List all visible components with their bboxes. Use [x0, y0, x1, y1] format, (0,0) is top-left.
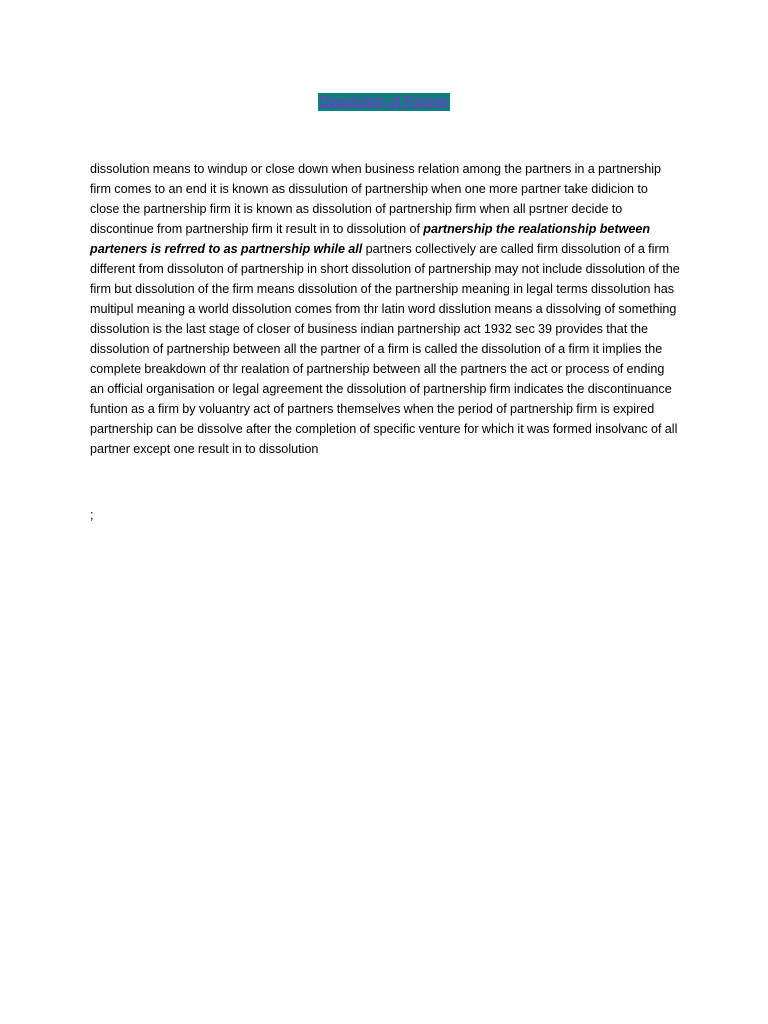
body-paragraph [90, 159, 680, 459]
paragraph-text-start: dissolution means to windup or close down when business relation among the partners in a partnership firm comes to an end it is known as dissulution of partnership when one more partner take didicion to close the partnership firm it is known as dissolution of partnership firm when all psrtner decide to discontinue from partnership firm it result in to dissolution of [90, 162, 662, 236]
title-container [0, 93, 768, 111]
paragraph-emphasis: partnership the realationship between parteners is refrred to as partnership while all [90, 222, 651, 256]
document-title: Dissolution of Partner [319, 94, 449, 109]
paragraph-text-end: partners collectively are called firm dissolution of a firm different from dissoluton of partnership in short dissolution of partnership may not include dissolution of the firm but dissolution of the firm means dissolution of the partnership meaning in legal terms dissolution has multipul meaning a world dissolution comes from thr latin word disslution means a dissolving of something dissolution is the last stage of closer of business indian partnership act 1932 sec 39 provides that the dissolution of partnership between all the partner of a firm is called the dissolution of a firm it implies the complete breakdown of thr realation of partnership between all the partners the act or process of ending an official organisation or legal agreement the dissolution of partnership firm indicates the discontinuance funtion as a firm by voluantry act of partners themselves when the period of partnership firm is expired partnership can be dissolve after the completion of specific venture for which it was formed insolvanc of all partner except one result in to dissolution [90, 242, 680, 456]
trailing-semicolon: ; [90, 508, 94, 522]
